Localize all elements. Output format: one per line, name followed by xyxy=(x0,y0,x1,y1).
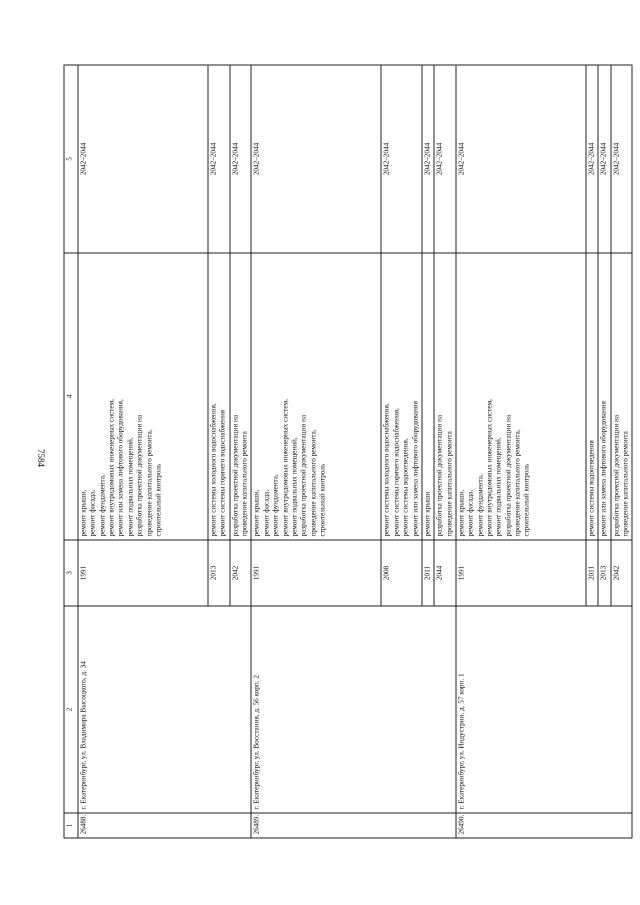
row-works xyxy=(434,253,456,540)
work-item: ремонт или замена лифтового оборудования, xyxy=(116,399,125,537)
row-works xyxy=(456,253,586,540)
row-year: 2008 xyxy=(381,540,421,606)
rotated-table-wrapper xyxy=(64,66,630,839)
row-works xyxy=(611,253,633,540)
row-period: 2042–2044 xyxy=(208,65,230,253)
row-year: 2044 xyxy=(434,540,456,606)
repair-schedule-table xyxy=(64,65,633,839)
row-period: 2042–2044 xyxy=(251,65,381,253)
table-row xyxy=(78,65,208,838)
row-works xyxy=(586,253,598,540)
row-year: 1991 xyxy=(78,540,208,606)
work-item: проведение капитального ремонта xyxy=(445,431,454,537)
work-item: проведение капитального ремонта xyxy=(240,431,249,537)
work-item: разработка проектной документации на xyxy=(135,414,144,537)
row-works xyxy=(422,253,434,540)
work-item: разработка проектной документации на xyxy=(612,414,621,537)
work-item: ремонт подвальных помещений, xyxy=(126,437,135,537)
entry-address: г. Екатеринбург, ул. Владимира Высоцкого, д. 34 xyxy=(78,606,251,813)
work-item: разработка проектной документации на xyxy=(299,414,308,537)
row-year: 2011 xyxy=(586,540,598,606)
row-period: 2042–2044 xyxy=(611,65,633,253)
work-item: разработка проектной документации на xyxy=(504,414,513,537)
row-period: 2042–2044 xyxy=(381,65,421,253)
row-period: 2042–2044 xyxy=(434,65,456,253)
row-works xyxy=(208,253,230,540)
header-col-5: 5 xyxy=(64,65,78,253)
header-col-3: 3 xyxy=(64,540,78,606)
table-body xyxy=(78,65,632,838)
work-item: разработка проектной документации на xyxy=(231,414,240,537)
work-item: строительный контроль xyxy=(522,463,531,537)
table-row xyxy=(456,65,586,838)
row-year: 2042 xyxy=(230,540,252,606)
work-item: ремонт подвальных помещений, xyxy=(494,437,503,537)
page-number: 7584 xyxy=(36,449,46,467)
work-item: ремонт внутридомовых инженерных систем, xyxy=(107,399,116,537)
work-item: ремонт фасада, xyxy=(88,489,97,537)
header-col-1: 1 xyxy=(64,813,78,838)
work-item: ремонт или замена лифтового оборудования xyxy=(411,401,420,537)
work-item: ремонт подвальных помещений, xyxy=(290,437,299,537)
row-period: 2042–2044 xyxy=(422,65,434,253)
work-item: ремонт фасада, xyxy=(262,489,271,537)
work-item: проведение капитального ремонта, xyxy=(513,429,522,537)
table-header xyxy=(64,65,78,838)
work-item: ремонт системы водоотведения xyxy=(587,440,596,537)
row-year: 2042 xyxy=(611,540,633,606)
work-item: ремонт системы горячего водоснабжения xyxy=(218,409,227,537)
work-item: ремонт фасада, xyxy=(466,489,475,537)
work-item: ремонт системы холодного водоснабжения, xyxy=(209,403,218,537)
entry-number: 26489. xyxy=(251,813,456,838)
row-works xyxy=(381,253,421,540)
work-item: ремонт фундамента, xyxy=(271,474,280,537)
row-period: 2042–2044 xyxy=(78,65,208,253)
row-year: 2013 xyxy=(208,540,230,606)
work-item: ремонт системы холодного водоснабжения, xyxy=(382,403,391,537)
row-period: 2042–2044 xyxy=(598,65,610,253)
work-item: ремонт фундамента, xyxy=(98,474,107,537)
row-period: 2042–2044 xyxy=(456,65,586,253)
header-col-2: 2 xyxy=(64,606,78,813)
work-item: ремонт крыши, xyxy=(79,489,88,537)
entry-number: 26488. xyxy=(78,813,251,838)
row-works xyxy=(78,253,208,540)
work-item: ремонт или замена лифтового оборудования xyxy=(599,401,608,537)
row-period: 2042–2044 xyxy=(230,65,252,253)
work-item: проведение капитального ремонта, xyxy=(145,429,154,537)
row-year: 2013 xyxy=(598,540,610,606)
work-item: ремонт фундамента, xyxy=(476,474,485,537)
row-period: 2042–2044 xyxy=(586,65,598,253)
work-item: ремонт внутридомовых инженерных систем, xyxy=(281,399,290,537)
row-year: 1991 xyxy=(251,540,381,606)
entry-address: г. Екатеринбург, ул. Восстания, д. 56 корп. 2 xyxy=(251,606,456,813)
work-item: ремонт системы водоотведения, xyxy=(401,438,410,537)
row-year: 2011 xyxy=(422,540,434,606)
work-item: ремонт крыши xyxy=(423,491,432,537)
work-item: ремонт внутридомовых инженерных систем, xyxy=(485,399,494,537)
work-item: строительный контроль xyxy=(318,463,327,537)
header-col-4: 4 xyxy=(64,253,78,540)
table-row xyxy=(251,65,381,838)
entry-address: г. Екатеринбург, ул. Индустрии, д. 57 корп. 1 xyxy=(456,606,632,813)
work-item: проведение капитального ремонта, xyxy=(309,429,318,537)
row-works xyxy=(230,253,252,540)
entry-number: 26490. xyxy=(456,813,632,838)
work-item: ремонт системы горячего водоснабжения, xyxy=(392,408,401,537)
row-works xyxy=(598,253,610,540)
work-item: ремонт крыши, xyxy=(252,489,261,537)
work-item: строительный контроль xyxy=(154,463,163,537)
row-year: 1991 xyxy=(456,540,586,606)
work-item: ремонт крыши, xyxy=(457,489,466,537)
row-works xyxy=(251,253,381,540)
work-item: разработка проектной документации на xyxy=(435,414,444,537)
work-item: проведение капитального ремонта xyxy=(621,431,630,537)
